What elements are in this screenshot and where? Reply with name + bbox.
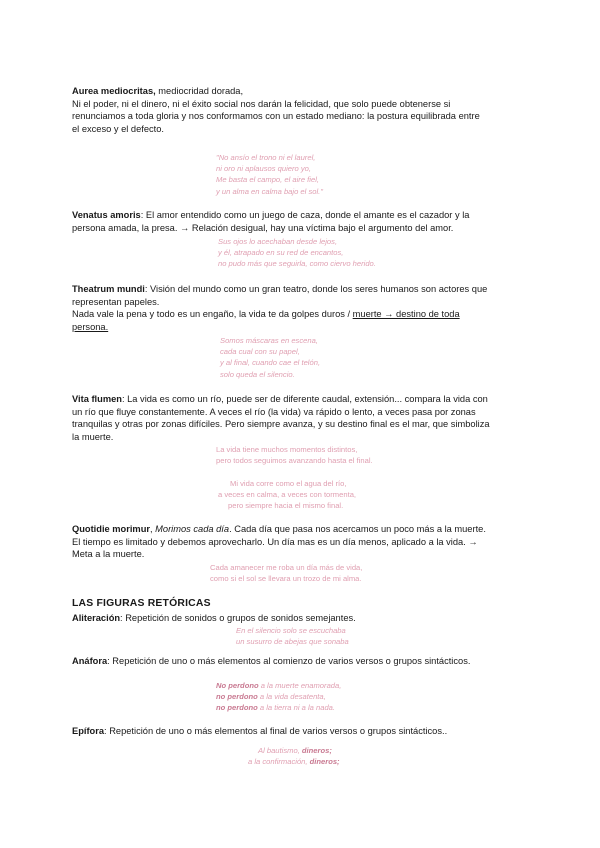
poem-line: Sus ojos lo acechaban desde lejos,	[218, 237, 338, 246]
anafora-definition: : Repetición de uno o más elementos al comienzo de varios versos o grupos sintácticos.	[107, 656, 471, 666]
vita-poem-2	[218, 478, 356, 512]
poem-line: La vida tiene muchos momentos distintos,	[216, 445, 358, 454]
aurea-definition: mediocridad dorada,	[155, 86, 244, 96]
vita-block	[72, 393, 532, 443]
anafora-repeat: no perdono	[216, 703, 258, 713]
quotidie-line: Meta a la muerte.	[72, 549, 145, 560]
quotidie-line: El tiempo es limitado y debemos aprovecharlo. Un día mas es un día menos, aplicado a la vida. →	[72, 536, 478, 547]
vita-term: Vita flumen	[72, 394, 122, 404]
aliteracion-poem	[236, 625, 349, 647]
quotidie-italic: Morimos cada día	[155, 524, 230, 534]
theatrum-underlined: muerte → destino de toda	[352, 309, 460, 320]
theatrum-term: Theatrum mundi	[72, 284, 145, 294]
aurea-poem	[216, 152, 323, 197]
venatus-block	[72, 209, 532, 234]
theatrum-block	[72, 283, 532, 333]
epifora-poem	[248, 745, 340, 767]
venatus-poem	[218, 236, 376, 270]
poem-line: Cada amanecer me roba un día más de vida,	[210, 563, 363, 572]
theatrum-line: representan papeles.	[72, 296, 160, 307]
aurea-line: el exceso y el defecto.	[72, 123, 164, 134]
anafora-block	[72, 655, 532, 668]
poem-line: pero siempre hacia el mismo final.	[228, 501, 344, 511]
poem-line: ni oro ni aplausos quiero yo,	[216, 164, 311, 174]
anafora-term: Anáfora	[72, 656, 108, 666]
venatus-term: Venatus amoris	[72, 210, 141, 220]
aurea-line: Ni el poder, ni el dinero, ni el éxito social nos darán la felicidad, que solo puede obtenerse si	[72, 98, 451, 109]
poem-line: Al bautismo,	[258, 746, 302, 755]
epifora-repeat: dineros;	[309, 757, 340, 767]
theatrum-definition: : Visión del mundo como un gran teatro, donde los seres humanos son actores que	[144, 284, 488, 294]
poem-line: no pudo más que seguirla, como ciervo herido.	[218, 259, 376, 269]
poem-line: "No ansío el trono ni el laurel,	[216, 153, 316, 162]
poem-line: solo queda el silencio.	[220, 369, 295, 379]
poem-line: cada cual con su papel,	[220, 347, 300, 357]
quotidie-block	[72, 523, 532, 561]
vita-line: tranquilas y otras por zonas difíciles. Pero siempre avanza, y su destino final es el mar, que simboliza	[72, 419, 490, 430]
poem-line: y al final, cuando cae el telón,	[220, 358, 321, 368]
poem-line: un susurro de abejas que sonaba	[236, 637, 349, 647]
poem-line: En el silencio solo se escuchaba	[236, 626, 346, 635]
aurea-line: renunciamos a toda gloria y nos conformamos con un estado mediano: la postura equilibrada entre	[72, 111, 480, 122]
poem-line: a la vida desatenta,	[257, 692, 326, 702]
poem-line: pero todos seguimos avanzando hasta el final.	[216, 456, 373, 466]
aliteracion-term: Aliteración	[72, 613, 121, 623]
poem-line: y él, atrapado en su red de encantos,	[218, 248, 344, 258]
aurea-block	[72, 85, 532, 135]
theatrum-underlined: persona.	[72, 321, 109, 332]
quotidie-poem	[210, 562, 362, 584]
aliteracion-definition: : Repetición de sonidos o grupos de sonidos semejantes.	[120, 613, 356, 623]
quotidie-term: Quotidie morimur	[72, 524, 150, 534]
quotidie-definition: . Cada día que pasa nos acercamos un poco más a la muerte.	[229, 524, 486, 534]
poem-line: y un alma en calma bajo el sol."	[216, 186, 323, 196]
poem-line: Me basta el campo, el aire fiel,	[216, 175, 319, 185]
theatrum-line: Nada vale la pena y todo es un engaño, la vida te da golpes duros /	[72, 309, 353, 320]
comma: ,	[150, 524, 156, 534]
vita-line: un río que fluye constantemente. A veces el río (la vida) va rápido o lento, a veces pasa por zonas	[72, 406, 476, 417]
epifora-block	[72, 725, 532, 738]
anafora-poem	[216, 680, 341, 714]
poem-line: a la confirmación,	[248, 757, 310, 767]
epifora-repeat: dineros;	[301, 746, 332, 755]
venatus-line: persona amada, la presa. → Relación desigual, hay una víctima bajo el argumento del amor.	[72, 222, 454, 233]
aurea-term: Aurea mediocritas,	[72, 86, 156, 96]
section-heading: LAS FIGURAS RETÓRICAS	[72, 598, 211, 609]
poem-line: a veces en calma, a veces con tormenta,	[218, 490, 357, 500]
venatus-definition: : El amor entendido como un juego de caza, donde el amante es el cazador y la	[140, 210, 470, 220]
anafora-repeat: No perdono	[216, 681, 259, 690]
poem-line: como si el sol se llevara un trozo de mi alma.	[210, 574, 362, 584]
aliteracion-block	[72, 612, 532, 625]
poem-line: Somos máscaras en escena,	[220, 336, 318, 345]
poem-line: Mi vida corre como el agua del río,	[230, 479, 347, 488]
epifora-term: Epífora	[72, 726, 105, 736]
poem-line: a la muerte enamorada,	[258, 681, 342, 690]
epifora-definition: : Repetición de uno o más elementos al final de varios versos o grupos sintácticos..	[104, 726, 448, 736]
vita-line: la muerte.	[72, 431, 114, 442]
theatrum-poem	[220, 335, 320, 380]
vita-definition: : La vida es como un río, puede ser de diferente caudal, extensión... compara la vida con	[121, 394, 488, 404]
poem-line: a la tierra ni a la nada.	[257, 703, 336, 713]
anafora-repeat: no perdono	[216, 692, 258, 702]
vita-poem-1	[216, 444, 373, 466]
